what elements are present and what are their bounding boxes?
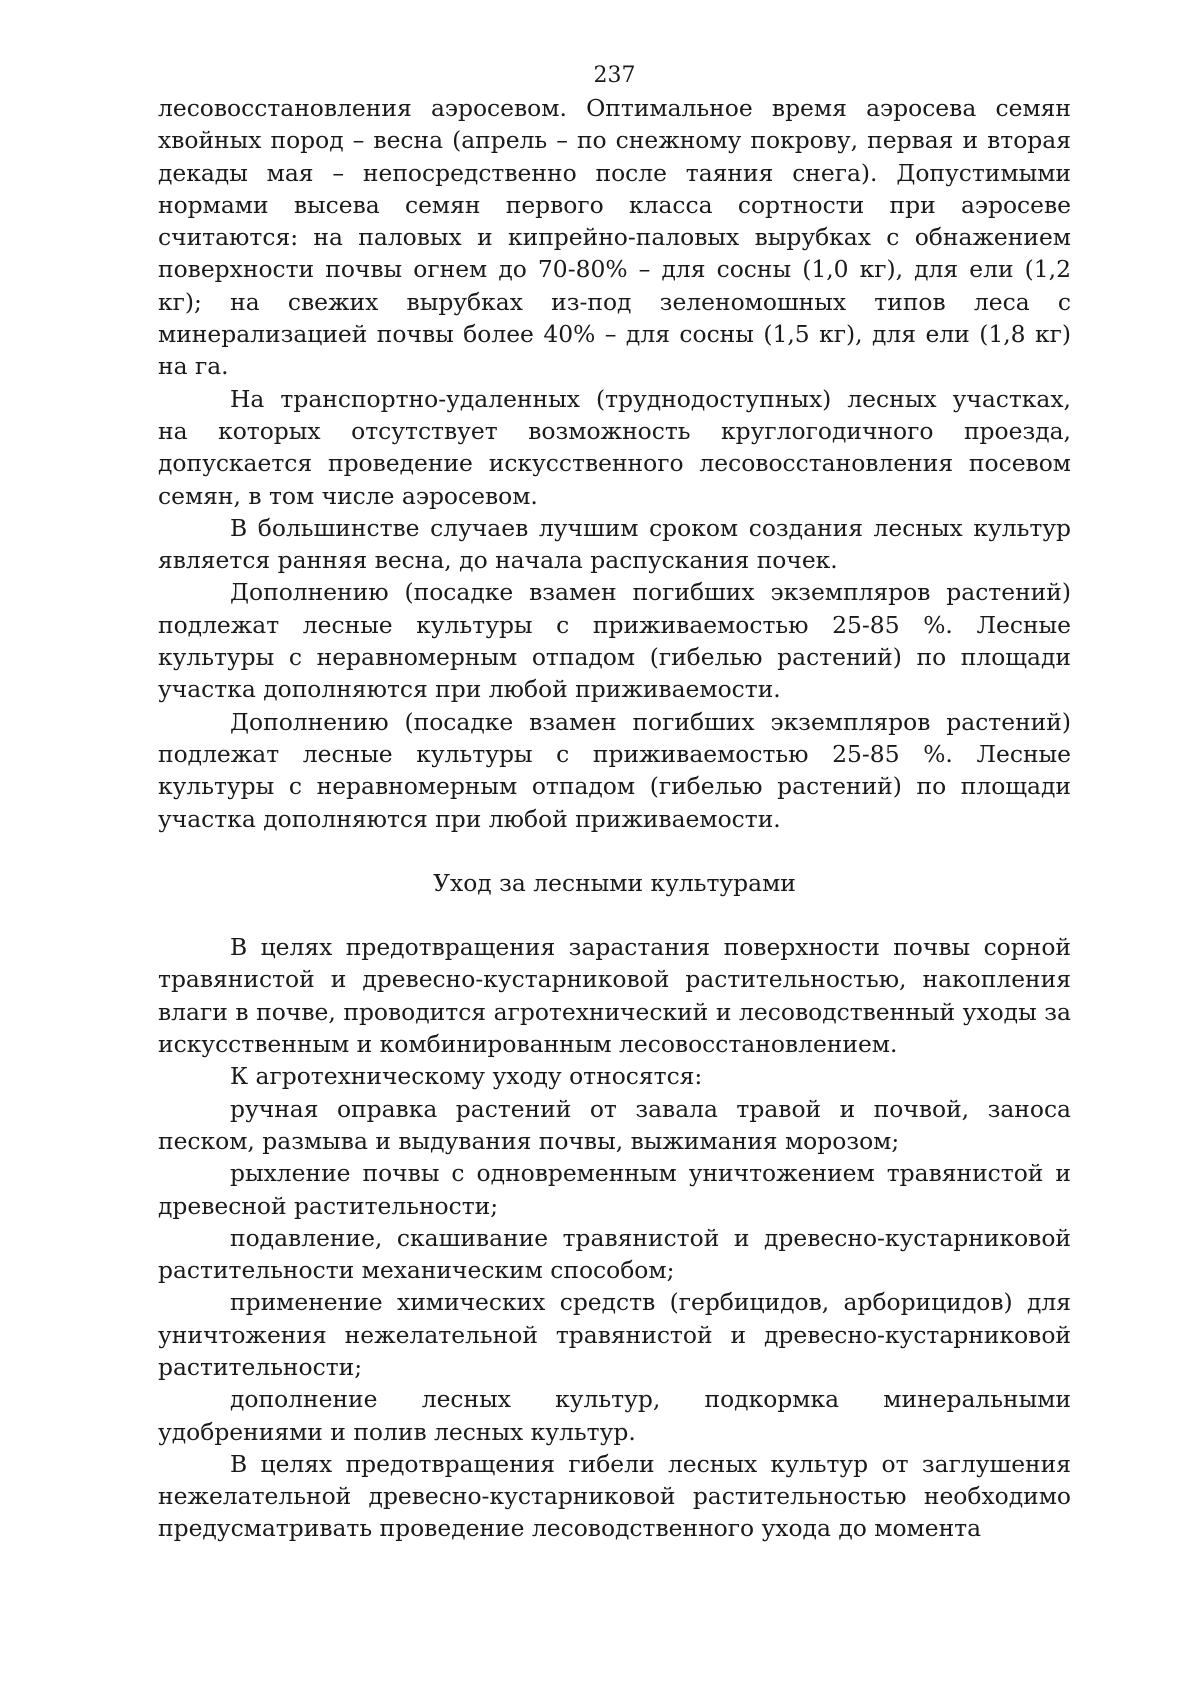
paragraph: В большинстве случаев лучшим сроком создания лесных культур является ранняя весна, до начала распускания почек. [158,513,1071,575]
paragraph: К агротехническому уходу относятся: [230,1062,703,1091]
text-section-1 [158,92,1071,835]
text-section-2 [158,931,1071,1545]
section-heading: Уход за лесными культурами [433,868,796,897]
paragraph: Дополнению (посадке взамен погибших экземпляров растений) подлежат лесные культуры с приживаемостью 25-85 %. Лесные культуры с неравномерным отпадом (гибелью растений) по площади участка дополняются при любой приживаемости. [158,578,1071,704]
paragraph: В целях предотвращения гибели лесных культур от заглушения нежелательной древесно-кустарниковой растительностью необходимо предусматривать проведение лесоводственного ухода до момента [158,1449,1071,1543]
list-item: применение химических средств (гербицидов, арборицидов) для уничтожения нежелательной травянистой и древесно-кустарниковой растительности; [158,1288,1071,1381]
list-item: дополнение лесных культур, подкормка минеральными удобрениями и полив лесных культур. [158,1385,1071,1446]
page-number: 237 [593,63,636,88]
paragraph: лесовосстановления аэросевом. Оптимальное время аэросева семян хвойных пород – весна (апрель – по снежному покрову, первая и вторая декады мая – непосредственно после таяния снега). Допустимыми нормами высева семян первого класса сортности при аэросеве считаются: на паловых и кипрейно-паловых вырубках с обнажением поверхности почвы огнем до 70-80% – для сосны (1,0 кг), для ели (1,2 кг); на свежих вырубках из-под зеленомошных типов леса с минерализацией почвы более 40% – для сосны (1,5 кг), для ели (1,8 кг) на га. [158,94,1071,381]
document-page [158,60,1071,1545]
list-item: рыхление почвы с одновременным уничтожением травянистой и древесной растительности; [158,1159,1071,1220]
paragraph: Дополнению (посадке взамен погибших экземпляров растений) подлежат лесные культуры с приживаемостью 25-85 %. Лесные культуры с неравномерным отпадом (гибелью растений) по площади участка дополняются при любой приживаемости. [158,707,1071,833]
paragraph: В целях предотвращения зарастания поверхности почвы сорной травянистой и древесно-кустарниковой растительностью, накопления влаги в почве, проводится агротехнический и лесоводственный уходы за искусственным и комбинированным лесовосстановлением. [158,933,1071,1059]
paragraph: На транспортно-удаленных (труднодоступных) лесных участках, на которых отсутствует возможность круглогодичного проезда, допускается проведение искусственного лесовосстановления посевом семян, в том числе аэросевом. [158,384,1071,510]
list-item: ручная оправка растений от завала травой и почвой, заноса песком, размыва и выдувания почвы, выжимания морозом; [158,1094,1071,1155]
list-item: подавление, скашивание травянистой и древесно-кустарниковой растительности механическим способом; [158,1223,1071,1285]
